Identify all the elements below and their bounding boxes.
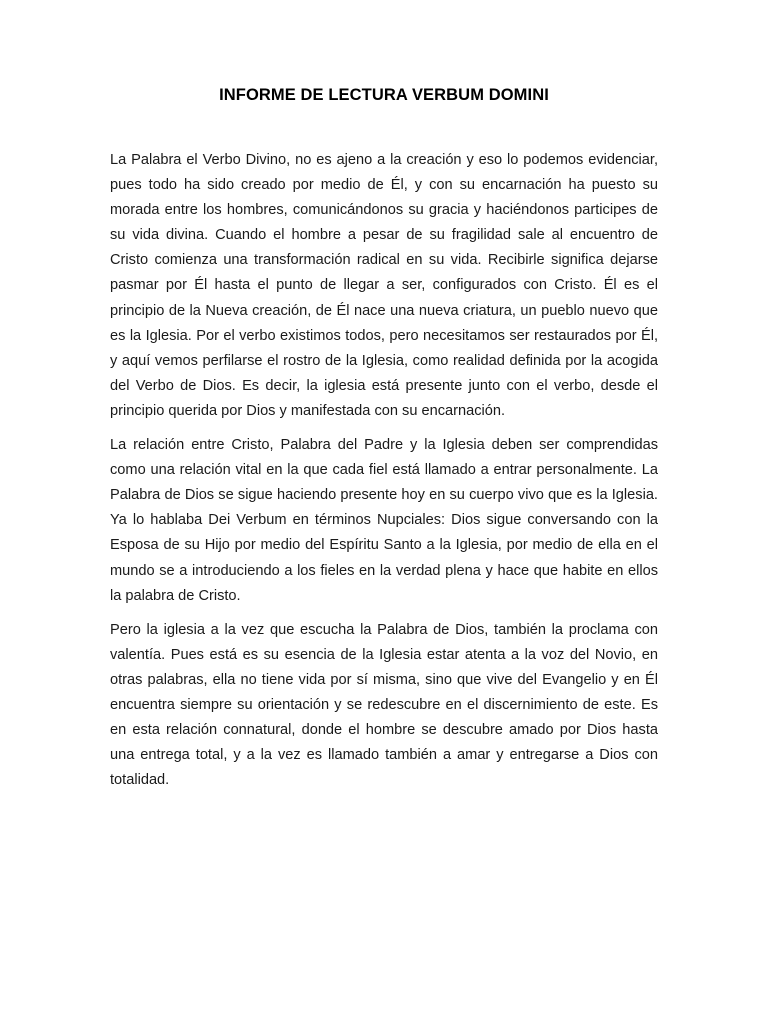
paragraph-1: La Palabra el Verbo Divino, no es ajeno a la creación y eso lo podemos evidenciar, pues todo ha sido creado por medio de Él, y con su encarnación ha puesto su morada entre los hombres, comunicándonos su gracia y haciéndonos participes de su vida divina. Cuando el hombre a pesar de su fragilidad sale al encuentro de Cristo comienza una transformación radical en su vida. Recibirle significa dejarse pasmar por Él hasta el punto de llegar a ser, configurados con Cristo. Él es el principio de la Nueva creación, de Él nace una nueva criatura, un pueblo nuevo que es la Iglesia. Por el verbo existimos todos, pero necesitamos ser restaurados por Él, y aquí vemos perfilarse el rostro de la Iglesia, como realidad definida por la acogida del Verbo de Dios. Es decir, la iglesia está presente junto con el verbo, desde el principio querida por Dios y manifestada con su encarnación.	[110, 152, 658, 419]
document-body	[110, 148, 658, 802]
document-title: INFORME DE LECTURA VERBUM DOMINI	[219, 86, 549, 104]
paragraph-3: Pero la iglesia a la vez que escucha la Palabra de Dios, también la proclama con valentía. Pues está es su esencia de la Iglesia estar atenta a la voz del Novio, en otras palabras, ella no tiene vida por sí misma, sino que vive del Evangelio y en Él encuentra siempre su orientación y se redescubre en el discernimiento de este. Es en esta relación connatural, donde el hombre se descubre amado por Dios hasta una entrega total, y a la vez es llamado también a amar y entregarse a Dios con totalidad.	[110, 621, 658, 789]
paragraph-2: La relación entre Cristo, Palabra del Padre y la Iglesia deben ser comprendidas como una relación vital en la que cada fiel está llamado a entrar personalmente. La Palabra de Dios se sigue haciendo presente hoy en su cuerpo vivo que es la Iglesia. Ya lo hablaba Dei Verbum en términos Nupciales: Dios sigue conversando con la Esposa de su Hijo por medio del Espíritu Santo a la Iglesia, por medio de ella en el mundo se a introduciendo a los fieles en la verdad plena y hace que habite en ellos la palabra de Cristo.	[110, 437, 658, 604]
